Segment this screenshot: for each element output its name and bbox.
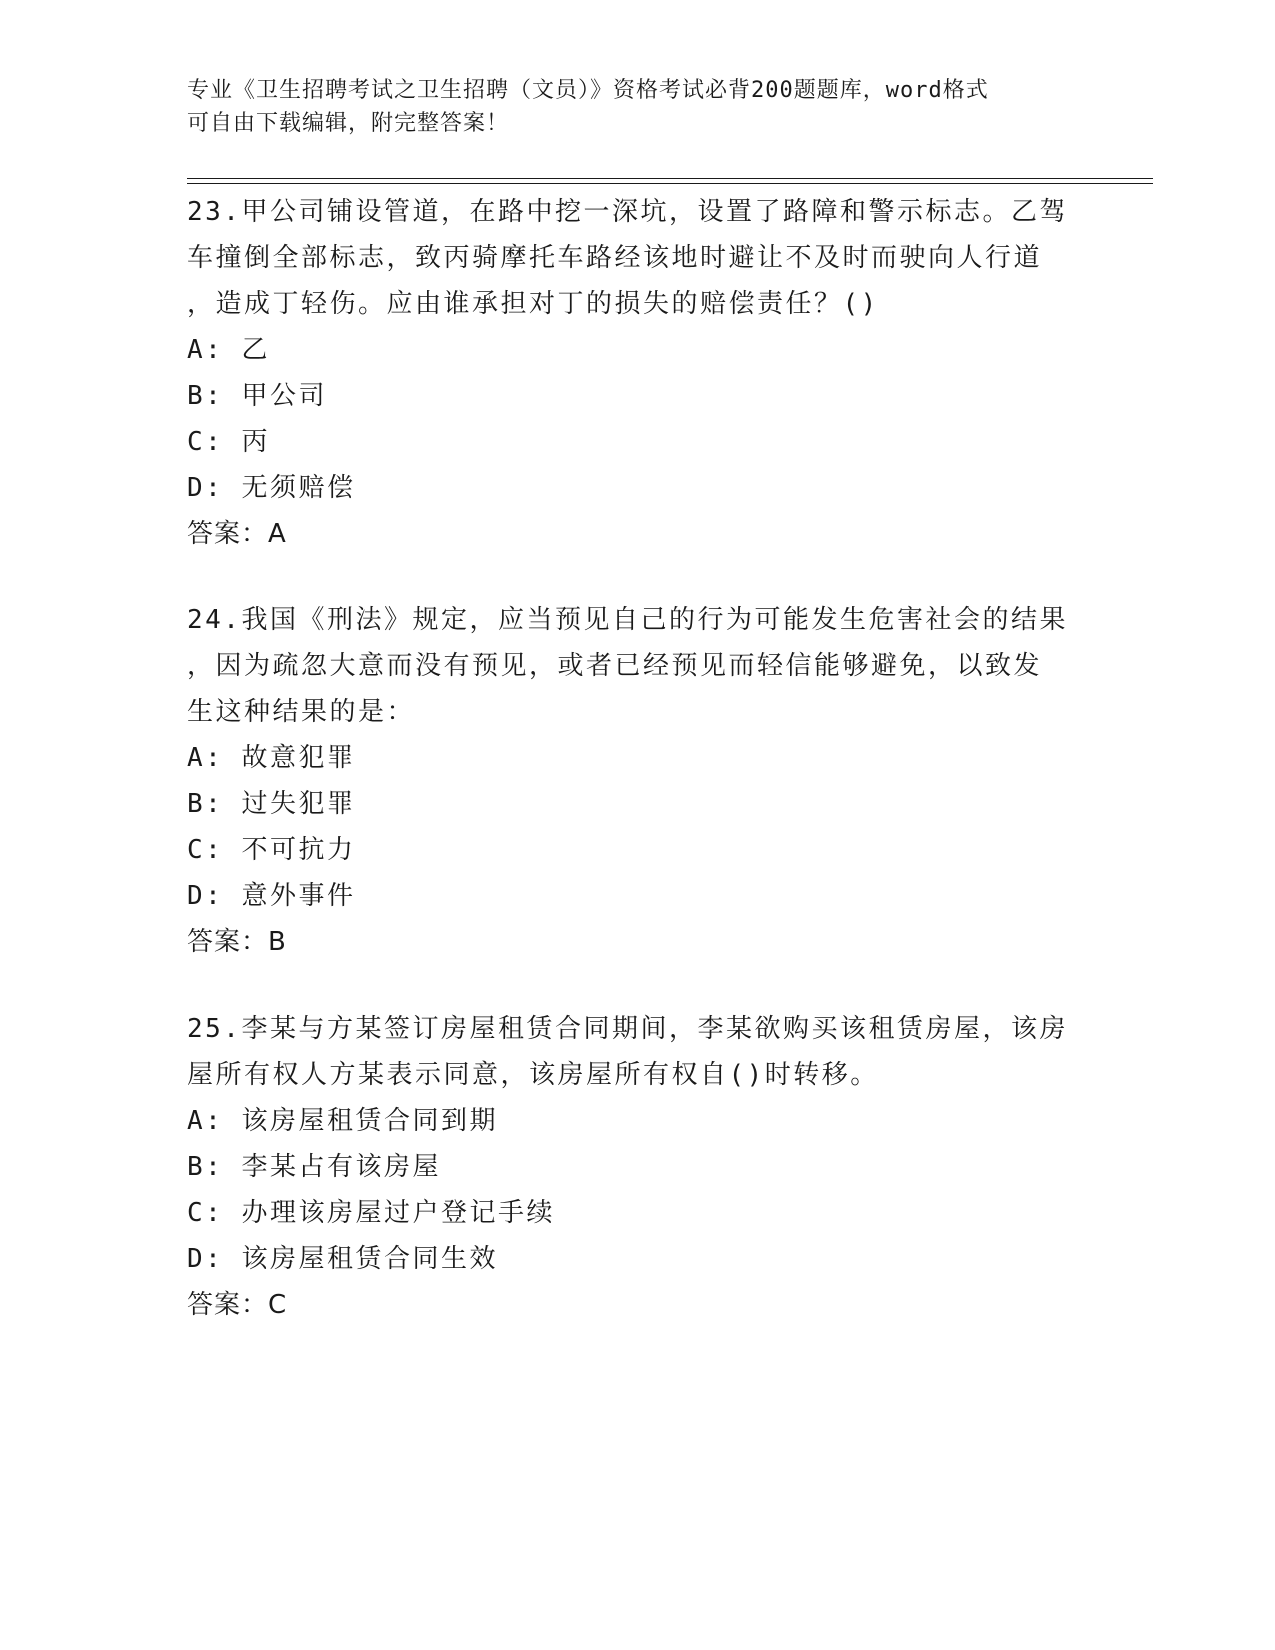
question-24	[187, 597, 1087, 965]
question-25	[187, 1006, 1087, 1328]
option-b: B: 过失犯罪	[187, 789, 356, 819]
option-a: A: 乙	[187, 335, 270, 365]
option-c: C: 丙	[187, 427, 270, 457]
option-c: C: 办理该房屋过户登记手续	[187, 1198, 555, 1228]
answer: 答案：A	[187, 519, 287, 549]
option-b: B: 李某占有该房屋	[187, 1152, 441, 1182]
answer: 答案：C	[187, 1290, 288, 1320]
option-d: D: 意外事件	[187, 881, 356, 911]
option-a: A: 故意犯罪	[187, 743, 356, 773]
question-23	[187, 189, 1087, 557]
header-divider-top	[187, 178, 1153, 179]
option-d: D: 该房屋租赁合同生效	[187, 1244, 498, 1274]
option-a: A: 该房屋租赁合同到期	[187, 1106, 498, 1136]
header-divider-bottom	[187, 183, 1153, 184]
option-c: C: 不可抗力	[187, 835, 356, 865]
question-stem: 25.李某与方某签订房屋租赁合同期间，李某欲购买该租赁房屋，该房 屋所有权人方某表示同意，该房屋所有权自()时转移。	[187, 1014, 1068, 1090]
option-d: D: 无须赔偿	[187, 473, 356, 503]
option-b: B: 甲公司	[187, 381, 327, 411]
document-header: 专业《卫生招聘考试之卫生招聘（文员）》资格考试必背200题题库，word格式 可自由下载编辑，附完整答案！	[187, 78, 989, 136]
question-stem: 23.甲公司铺设管道，在路中挖一深坑，设置了路障和警示标志。乙驾 车撞倒全部标志，致丙骑摩托车路经该地时避让不及时而驶向人行道 ，造成丁轻伤。应由谁承担对丁的损失的赔偿责任？()	[187, 197, 1068, 319]
question-stem: 24.我国《刑法》规定，应当预见自己的行为可能发生危害社会的结果 ，因为疏忽大意而没有预见，或者已经预见而轻信能够避免，以致发 生这种结果的是：	[187, 605, 1068, 727]
answer: 答案：B	[187, 927, 287, 957]
